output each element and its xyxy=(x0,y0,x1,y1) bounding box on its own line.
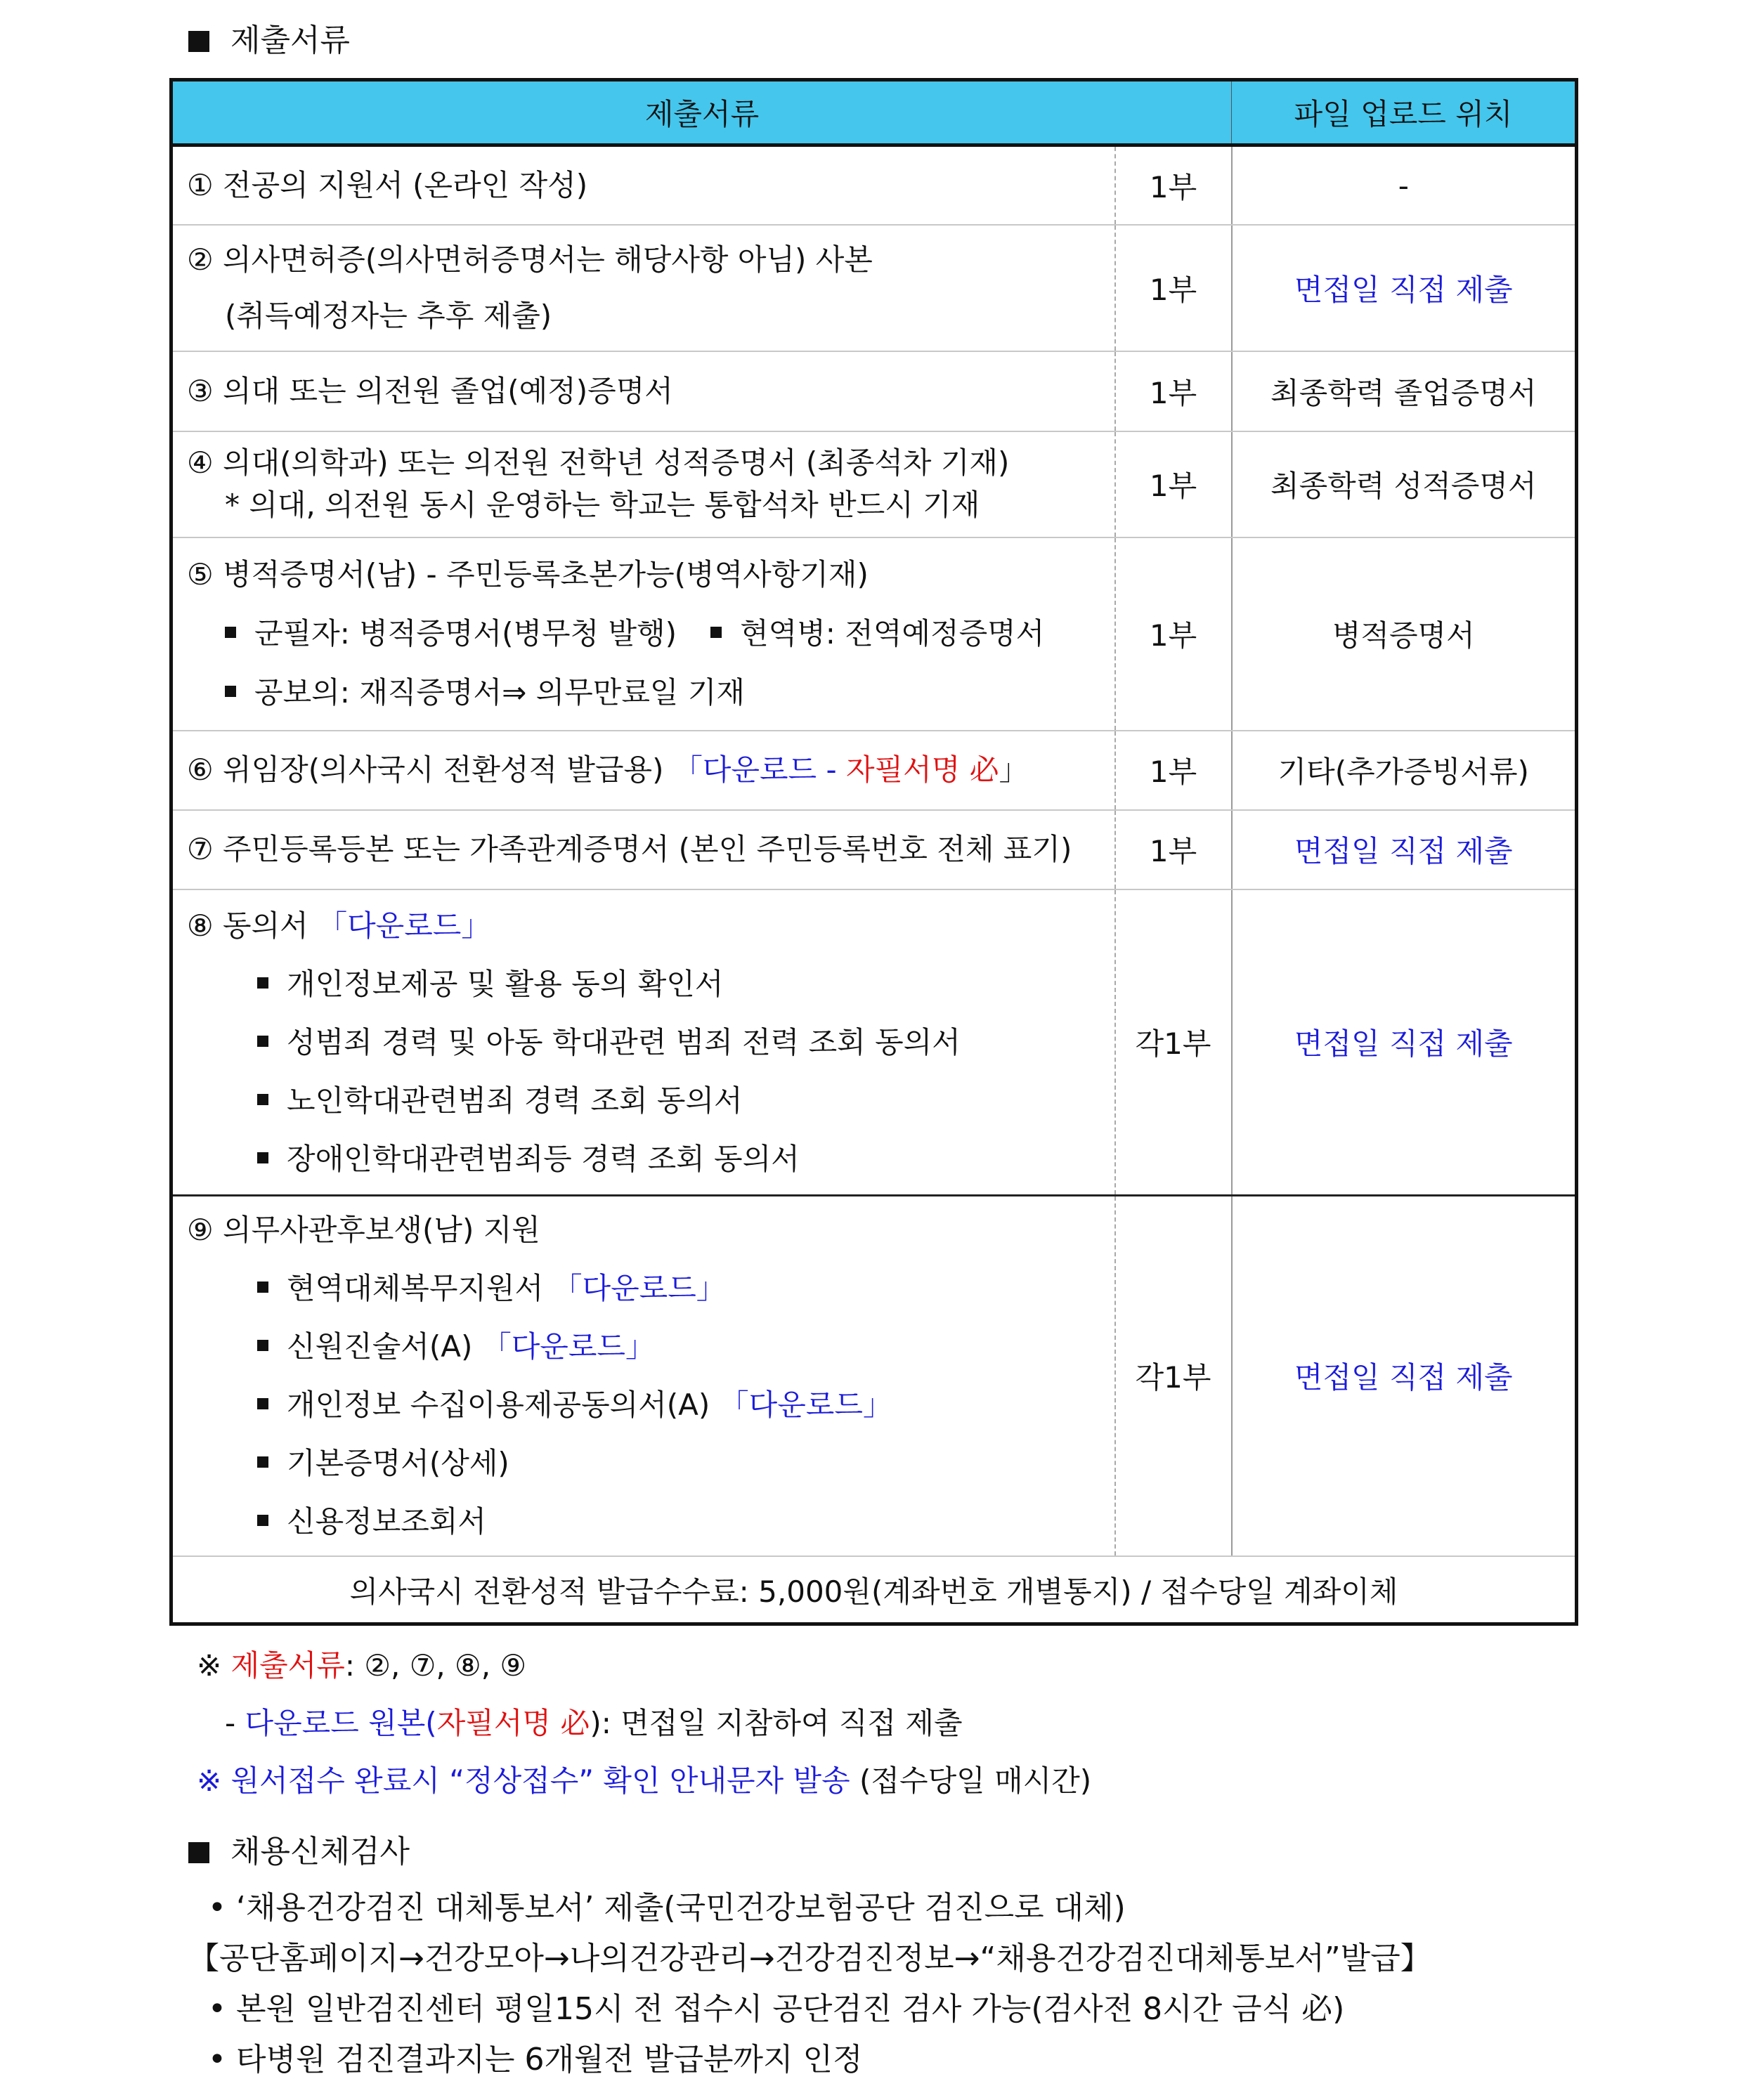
header-documents: 제출서류 xyxy=(171,80,1232,145)
row-9-count: 각1부 xyxy=(1115,1195,1232,1556)
row-1-count: 1부 xyxy=(1115,145,1232,225)
bullet-icon xyxy=(225,686,236,697)
signature-required: 자필서명 必 xyxy=(846,752,999,788)
row-3-count: 1부 xyxy=(1115,351,1232,431)
bullet-icon xyxy=(257,977,268,989)
row-7-count: 1부 xyxy=(1115,810,1232,889)
health-check-line-1: • ‘채용건강검진 대체통보서’ 제출(국민건강보험공단 검진으로 대체) xyxy=(208,1890,1126,1926)
header-upload-location: 파일 업로드 위치 xyxy=(1232,80,1577,145)
square-bullet-icon xyxy=(188,31,209,52)
note-required-docs: ※ 제출서류: ②, ⑦, ⑧, ⑨ xyxy=(197,1648,527,1683)
fee-notice: 의사국시 전환성적 발급수수료: 5,000원(계좌번호 개별통지) / 접수당일 계좌이체 xyxy=(171,1556,1577,1624)
table-row xyxy=(171,145,1577,225)
note-confirmation-sms: ※ 원서접수 완료시 “정상접수” 확인 안내문자 발송 (접수당일 매시간) xyxy=(197,1763,1092,1798)
table-header xyxy=(171,80,1577,145)
list-item: 개인정보제공 및 활용 동의 확인서 xyxy=(187,955,1114,1013)
note-download-original: - 다운로드 원본(자필서명 必): 면접일 지참하여 직접 제출 xyxy=(225,1706,963,1740)
list-item: 신원진술서(A) 「다운로드」 xyxy=(187,1317,1114,1376)
table-row xyxy=(171,351,1577,431)
row-7-location: 면접일 직접 제출 xyxy=(1232,810,1577,889)
table-row xyxy=(171,225,1577,351)
square-bullet-icon xyxy=(188,1842,209,1863)
list-item: 기본증명서(상세) xyxy=(187,1434,1114,1492)
row-5-bullets: 군필자: 병적증명서(병무청 발행) 현역병: 전역예정증명서 xyxy=(187,604,1114,663)
row-4-count: 1부 xyxy=(1115,431,1232,537)
row-5-bullet-b: 공보의: 재직증명서⇒ 의무만료일 기재 xyxy=(187,663,1114,722)
bullet-icon xyxy=(257,1152,268,1163)
section-title-documents: 제출서류 xyxy=(188,20,350,62)
table-row xyxy=(171,537,1577,731)
health-check-line-3: • 본원 일반검진센터 평일15시 전 접수시 공단검진 검사 가능(검사전 8시간 금식 必) xyxy=(208,1991,1345,2027)
row-3-location: 최종학력 졸업증명서 xyxy=(1232,351,1577,431)
row-6-location: 기타(추가증빙서류) xyxy=(1232,731,1577,810)
row-2-location: 면접일 직접 제출 xyxy=(1232,225,1577,351)
download-link[interactable]: 「다운로드」 xyxy=(719,1388,892,1423)
row-8-count: 각1부 xyxy=(1115,889,1232,1195)
bullet-icon xyxy=(257,1340,268,1351)
row-5-desc: ⑤ 병적증명서(남) - 주민등록초본가능(병역사항기재) xyxy=(187,557,869,592)
table-row xyxy=(171,431,1577,537)
table-row xyxy=(171,889,1577,1195)
row-1-desc: ① 전공의 지원서 (온라인 작성) xyxy=(187,168,588,203)
table-row xyxy=(171,1195,1577,1556)
row-4-note: * 의대, 의전원 동시 운영하는 학교는 통합석차 반드시 기재 xyxy=(225,488,980,523)
row-4-location: 최종학력 성적증명서 xyxy=(1232,431,1577,537)
row-3-desc: ③ 의대 또는 의전원 졸업(예정)증명서 xyxy=(187,373,673,408)
row-1-location: - xyxy=(1232,145,1577,225)
health-check-path: 【공단홈페이지→건강모아→나의건강관리→건강검진정보→“채용건강검진대체통보서”발급】 xyxy=(188,1941,1431,1976)
row-9-location: 면접일 직접 제출 xyxy=(1232,1195,1577,1556)
table-row xyxy=(171,810,1577,889)
bullet-icon xyxy=(257,1398,268,1409)
bullet-icon xyxy=(257,1036,268,1047)
row-2-count: 1부 xyxy=(1115,225,1232,351)
notes-block xyxy=(197,1637,1091,1810)
list-item: 장애인학대관련범죄등 경력 조회 동의서 xyxy=(187,1130,1114,1188)
bullet-icon xyxy=(257,1515,268,1526)
row-2-note: (취득예정자는 추후 제출) xyxy=(225,299,552,334)
list-item: 성범죄 경력 및 아동 학대관련 범죄 전력 조회 동의서 xyxy=(187,1013,1114,1071)
bullet-icon xyxy=(710,627,722,638)
download-link[interactable]: 「다운로드 - xyxy=(672,752,846,788)
health-check-line-4: • 타병원 검진결과지는 6개월전 발급분까지 인정 xyxy=(208,2042,863,2078)
bullet-icon xyxy=(257,1094,268,1105)
row-7-desc: ⑦ 주민등록등본 또는 가족관계증명서 (본인 주민등록번호 전체 표기) xyxy=(187,832,1072,867)
row-6-desc: ⑥ 위임장(의사국시 전환성적 발급용) 「다운로드 - 자필서명 必」 xyxy=(187,752,1029,788)
row-5-count: 1부 xyxy=(1115,537,1232,731)
row-9-desc: ⑨ 의무사관후보생(남) 지원 xyxy=(187,1213,540,1248)
section-title-health-check: 채용신체검사 xyxy=(188,1831,410,1873)
bullet-icon xyxy=(225,627,236,638)
download-link[interactable]: 「다운로드」 xyxy=(318,908,491,943)
list-item: 현역대체복무지원서 「다운로드」 xyxy=(187,1259,1114,1317)
bullet-icon xyxy=(257,1281,268,1293)
bullet-icon xyxy=(257,1456,268,1468)
list-item: 개인정보 수집이용제공동의서(A) 「다운로드」 xyxy=(187,1376,1114,1434)
documents-table xyxy=(169,78,1578,1626)
list-item: 노인학대관련범죄 경력 조회 동의서 xyxy=(187,1071,1114,1130)
row-6-count: 1부 xyxy=(1115,731,1232,810)
download-link[interactable]: 「다운로드」 xyxy=(552,1271,726,1306)
row-8-location: 면접일 직접 제출 xyxy=(1232,889,1577,1195)
row-5-location: 병적증명서 xyxy=(1232,537,1577,731)
table-row xyxy=(171,731,1577,810)
list-item: 신용정보조회서 xyxy=(187,1492,1114,1551)
table-footer xyxy=(171,1556,1577,1624)
row-4-desc: ④ 의대(의학과) 또는 의전원 전학년 성적증명서 (최종석차 기재) xyxy=(187,445,1010,481)
row-8-desc: ⑧ 동의서 「다운로드」 xyxy=(187,908,491,943)
row-2-desc: ② 의사면허증(의사면허증명서는 해당사항 아님) 사본 xyxy=(187,242,873,278)
download-link[interactable]: 「다운로드」 xyxy=(481,1329,656,1364)
